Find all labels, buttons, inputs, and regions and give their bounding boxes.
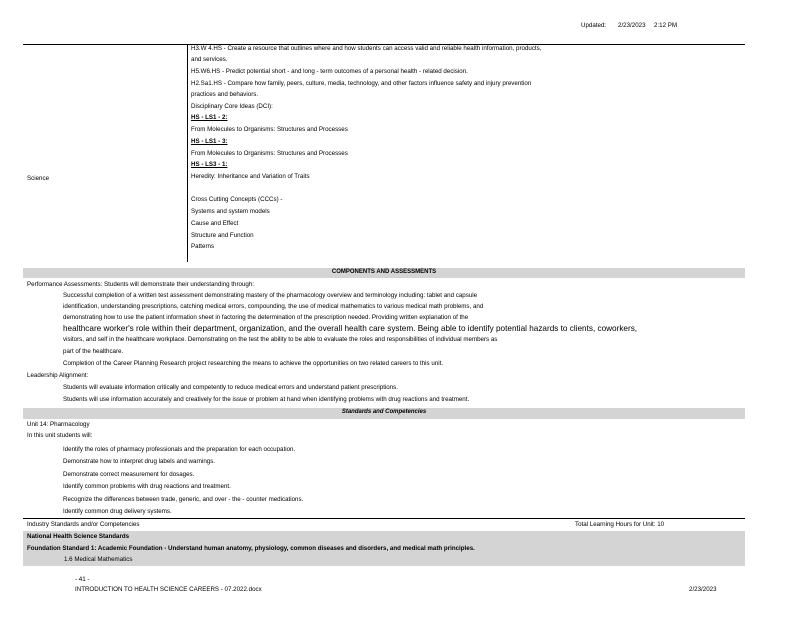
list-item: healthcare worker's role within their department, organization, and the overall health care system. Being able to identify potential hazards to clients, coworkers, [63, 324, 638, 333]
national-label: National Health Science Standards [27, 533, 130, 540]
components-header-band [23, 268, 745, 278]
foundation-standard: Foundation Standard 1: Academic Foundation - Understand human anatomy, physiology, common diseases and disorders, and medical math principles. [27, 545, 475, 552]
science-line: From Molecules to Organisms: Structures and Processes [191, 150, 348, 157]
science-line: and services. [191, 56, 228, 63]
footer-date: 2/23/2023 [689, 586, 717, 593]
list-item: Identify common problems with drug reactions and treatment. [63, 483, 231, 490]
total-hours: Total Learning Hours for Unit: 10 [575, 521, 665, 528]
list-item: Demonstrate how to interpret drug labels and warnings. [63, 458, 216, 465]
science-line: HS - LS1 - 3: [191, 138, 228, 145]
science-line: H2.Sa1.HS - Compare how family, peers, culture, media, technology, and other factors influence safety and injury prevention [191, 80, 532, 87]
list-item: demonstrating how to use the patient information sheet in factoring the determination of the prescription needed. Providing written explanation of the [63, 314, 469, 321]
science-line: practices and behaviors. [191, 91, 259, 98]
science-line: Disciplinary Core Ideas (DCI): [191, 103, 273, 110]
list-item: Identify common drug delivery systems. [63, 508, 172, 515]
list-item: Successful completion of a written test assessment demonstrating mastery of the pharmacology overview and terminology including: tablet and capsule [63, 292, 478, 299]
unit-title: Unit 14: Pharmacology [27, 421, 90, 428]
science-line: From Molecules to Organisms: Structures and Processes [191, 126, 348, 133]
science-line: Cross Cutting Concepts (CCCs) - [191, 196, 283, 203]
science-line: Cause and Effect [191, 220, 239, 227]
updated-date: 2/23/2023 [618, 22, 646, 29]
list-item: identification, understanding prescriptions, catching medical errors, compounding, the use of medical mathematics to various medical math problems, and [63, 303, 484, 310]
science-line: Patterns [191, 243, 215, 250]
science-line: H3.W 4.HS - Create a resource that outlines where and how students can access valid and reliable health information, products, [191, 45, 542, 52]
page-number: - 41 - [75, 576, 90, 583]
science-line: HS - LS3 - 1: [191, 161, 228, 168]
industry-label: Industry Standards and/or Competencies [27, 521, 140, 528]
updated-label: Updated: [581, 22, 607, 29]
leadership-heading: Leadership Alignment: [27, 372, 89, 379]
performance-heading: Performance Assessments: Students will demonstrate their understanding through: [27, 281, 254, 288]
list-item: Recognize the differences between trade, generic, and over - the - counter medications. [63, 496, 304, 503]
list-item: Demonstrate correct measurement for dosages. [63, 471, 195, 478]
standards-title: Standards and Competencies [341, 409, 427, 415]
list-item: Students will evaluate information critically and competently to reduce medical errors and understand patient prescriptions. [63, 384, 398, 391]
components-title: COMPONENTS AND ASSESSMENTS [331, 269, 437, 275]
industry-top-border [23, 518, 745, 519]
list-item: Students will use information accurately and creatively for the issue or problem at hand when identifying problems with drug reactions and treatment. [63, 396, 470, 403]
science-column-divider [187, 44, 188, 262]
science-line: Structure and Function [191, 232, 254, 239]
list-item: visitors, and self in the healthcare workplace. Demonstrating on the test the ability to be able to evaluate the roles and responsibilities of individual members as [63, 336, 498, 343]
list-item: Identify the roles of pharmacy professionals and the preparation for each occupation. [63, 446, 296, 453]
list-item: Completion of the Career Planning Research project researching the means to achieve the opportunities on two related careers to this unit. [63, 360, 444, 367]
science-label: Science [27, 175, 50, 182]
foundation-sub: 1.6 Medical Mathematics [64, 556, 133, 563]
unit-intro: In this unit students will: [27, 432, 93, 439]
document-name: INTRODUCTION TO HEALTH SCIENCE CAREERS - 07.2022.docx [75, 586, 262, 593]
list-item: part of the healthcare. [63, 348, 124, 355]
updated-time: 2:12 PM [654, 22, 678, 29]
science-line: Heredity: Inheritance and Variation of Traits [191, 173, 310, 180]
science-line: Systems and system models [191, 208, 270, 215]
science-line: HS - LS1 - 2: [191, 114, 228, 121]
science-line: H5.W6.HS - Predict potential short - and long - term outcomes of a personal health - related decision. [191, 68, 468, 75]
standards-header-band [23, 408, 745, 419]
